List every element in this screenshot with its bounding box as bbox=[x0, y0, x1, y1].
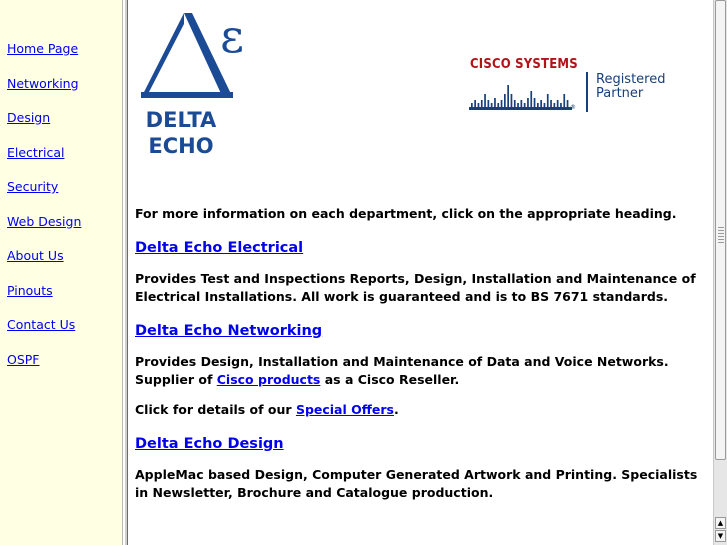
special-offers-text bbox=[135, 401, 710, 419]
electrical-heading bbox=[135, 238, 710, 258]
cisco-bar bbox=[521, 100, 523, 107]
nav-link-electrical[interactable]: Electrical bbox=[7, 144, 65, 160]
nav-item-ospf bbox=[7, 352, 81, 387]
cisco-registered-label: Registered bbox=[596, 72, 666, 87]
design-description: AppleMac based Design, Computer Generated Artwork and Printing. Specialists in Newsletter, Brochure and Catalogue production. bbox=[135, 467, 698, 500]
nav-link-pinouts[interactable]: Pinouts bbox=[7, 282, 53, 298]
special-offers-link[interactable]: Special Offers bbox=[295, 402, 394, 417]
nav-link-web-design[interactable]: Web Design bbox=[7, 213, 82, 229]
networking-description-suffix: as a Cisco Reseller. bbox=[320, 372, 460, 387]
design-heading bbox=[135, 434, 710, 454]
nav-item-design bbox=[7, 110, 81, 145]
nav-item-pinouts bbox=[7, 283, 81, 318]
main-frame bbox=[128, 0, 713, 545]
nav-item-about-us bbox=[7, 248, 81, 283]
nav-link-contact-us[interactable]: Contact Us bbox=[7, 317, 76, 332]
logo-delta-inner bbox=[149, 24, 184, 92]
cisco-bar bbox=[507, 85, 509, 107]
cisco-bar bbox=[504, 94, 506, 107]
cisco-bar bbox=[524, 103, 526, 107]
cisco-bar bbox=[511, 94, 513, 107]
cisco-registered-mark: ® bbox=[570, 104, 576, 111]
nav-item-home bbox=[7, 41, 81, 76]
cisco-bar bbox=[501, 100, 503, 107]
nav-menu bbox=[7, 41, 81, 386]
networking-description-text: Provides Design, Installation and Maintenance of Data and Voice Networks. Supplier of bbox=[135, 354, 669, 387]
nav-item-contact-us bbox=[7, 317, 81, 352]
nav-item-electrical bbox=[7, 145, 81, 180]
cisco-bar bbox=[527, 98, 529, 107]
scrollbar-grip-icon bbox=[718, 227, 724, 245]
cisco-bar bbox=[547, 94, 549, 107]
cisco-bar bbox=[544, 103, 546, 107]
nav-item-web-design bbox=[7, 214, 81, 249]
scroll-up-arrow-icon[interactable]: ▲ bbox=[715, 517, 726, 529]
nav-link-security[interactable]: Security bbox=[7, 179, 59, 194]
nav-item-security bbox=[7, 179, 81, 214]
cisco-products-link[interactable]: Cisco products bbox=[216, 372, 321, 387]
networking-description bbox=[135, 353, 710, 389]
cisco-bar bbox=[484, 94, 486, 107]
cisco-divider bbox=[586, 72, 588, 112]
cisco-bar bbox=[517, 103, 519, 107]
networking-heading bbox=[135, 321, 710, 341]
nav-link-home-page[interactable]: Home Page bbox=[7, 41, 79, 56]
cisco-bar bbox=[494, 98, 496, 107]
cisco-bar bbox=[514, 100, 516, 107]
nav-link-networking[interactable]: Networking bbox=[7, 75, 79, 91]
cisco-bar bbox=[471, 103, 473, 107]
scroll-down-arrow-icon[interactable]: ▼ bbox=[715, 530, 726, 542]
logo-text-echo: ECHO bbox=[148, 134, 214, 158]
logo-epsilon-glyph: ε bbox=[220, 10, 244, 63]
cisco-partner-label: Partner bbox=[596, 86, 644, 101]
logo-text-delta: DELTA bbox=[145, 108, 217, 132]
networking-heading-link[interactable]: Delta Echo Networking bbox=[135, 323, 323, 339]
cisco-bar bbox=[530, 91, 532, 107]
intro-text: For more information on each department, click on the appropriate heading. bbox=[135, 206, 677, 221]
department-content bbox=[135, 205, 710, 502]
cisco-bar bbox=[554, 103, 556, 107]
special-offers-prefix: Click for details of our bbox=[135, 402, 296, 417]
scrollbar-thumb[interactable] bbox=[715, 0, 726, 460]
cisco-bar bbox=[560, 103, 562, 107]
cisco-bar bbox=[567, 100, 569, 107]
cisco-bar bbox=[474, 100, 476, 107]
electrical-description: Provides Test and Inspections Reports, Design, Installation and Maintenance of Electrical Installations. All work is guaranteed and is to BS 7671 standards. bbox=[135, 271, 696, 304]
cisco-bar bbox=[488, 100, 490, 107]
nav-item-networking bbox=[7, 76, 81, 111]
cisco-registered-partner-logo bbox=[469, 54, 669, 116]
navigation-frame bbox=[0, 0, 122, 545]
special-offers-suffix: . bbox=[393, 402, 399, 417]
delta-echo-logo bbox=[136, 10, 246, 158]
nav-link-ospf[interactable]: OSPF bbox=[7, 351, 40, 367]
cisco-bar bbox=[491, 103, 493, 107]
cisco-systems-wordmark: Cisco Systems bbox=[470, 57, 578, 72]
logo-delta-base bbox=[141, 92, 233, 98]
design-heading-link[interactable]: Delta Echo Design bbox=[135, 436, 284, 452]
nav-link-design[interactable]: Design bbox=[7, 110, 51, 125]
cisco-bar bbox=[478, 103, 480, 107]
cisco-baseline bbox=[469, 107, 572, 110]
cisco-bar bbox=[497, 103, 499, 107]
cisco-bar bbox=[537, 103, 539, 107]
cisco-bar bbox=[557, 100, 559, 107]
nav-link-about-us[interactable]: About Us bbox=[7, 248, 64, 263]
cisco-bar bbox=[540, 100, 542, 107]
electrical-heading-link[interactable]: Delta Echo Electrical bbox=[135, 240, 304, 256]
cisco-bar bbox=[534, 98, 536, 107]
cisco-bar bbox=[481, 100, 483, 107]
cisco-bar bbox=[563, 94, 565, 107]
vertical-scrollbar[interactable] bbox=[713, 0, 727, 545]
cisco-bar bbox=[550, 100, 552, 107]
